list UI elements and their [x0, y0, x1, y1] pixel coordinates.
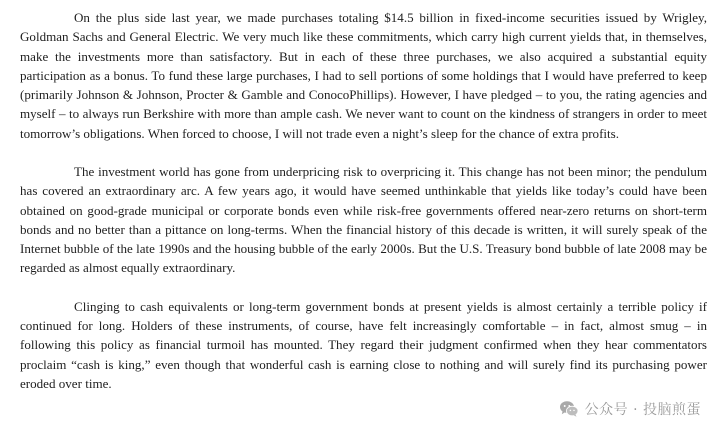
- paragraph-cash-equivalents: Clinging to cash equivalents or long-term government bonds at present yields is almost certainly a terrible policy if continued for long. Holders of these instruments, of course, have felt increasingly comfortable – in fact, almost smug – in following this policy as financial turmoil has mounted. They regard their judgment confirmed when they hear commentators proclaim “cash is king,” even though that wonderful cash is earning close to nothing and will surely find its purchasing power eroded over time.: [20, 298, 707, 391]
- watermark-text: 公众号 · 投脑煎蛋: [584, 402, 701, 418]
- paragraph-cash-purchases: On the plus side last year, we made purchases totaling $14.5 billion in fixed-income securities issued by Wrigley, Goldman Sachs and General Electric. We very much like these commitments, which carry high current yields that, in themselves, make the investments more than satisfactory. But in each of these three purchases, we also acquired a substantial equity participation as a bonus. To fund these large purchases, I had to sell portions of some holdings that I would have preferred to keep (primarily Johnson & Johnson, Procter & Gamble and ConocoPhillips). However, I have pledged – to you, the rating agencies and myself – to always run Berkshire with more than ample cash. We never want to count on the kindness of strangers in order to meet tomorrow’s obligations. When forced to choose, I will not trade even a night’s sleep for the chance of extra profits.: [20, 10, 707, 141]
- paragraph-risk-pricing: The investment world has gone from underpricing risk to overpricing it. This change has not been minor; the pendulum has covered an extraordinary arc. A few years ago, it would have seemed unthinkable that yields like today’s could have been obtained on good-grade municipal or corporate bonds even while risk-free governments offered near-zero returns on short-term bonds and no better than a pittance on long-terms. When the financial history of this decade is written, it will surely speak of the Internet bubble of the late 1990s and the housing bubble of the early 2000s. But the U.S. Treasury bond bubble of late 2008 may be regarded as almost equally extraordinary.: [20, 164, 707, 276]
- wechat-icon: [559, 400, 579, 418]
- wechat-watermark: [555, 396, 705, 422]
